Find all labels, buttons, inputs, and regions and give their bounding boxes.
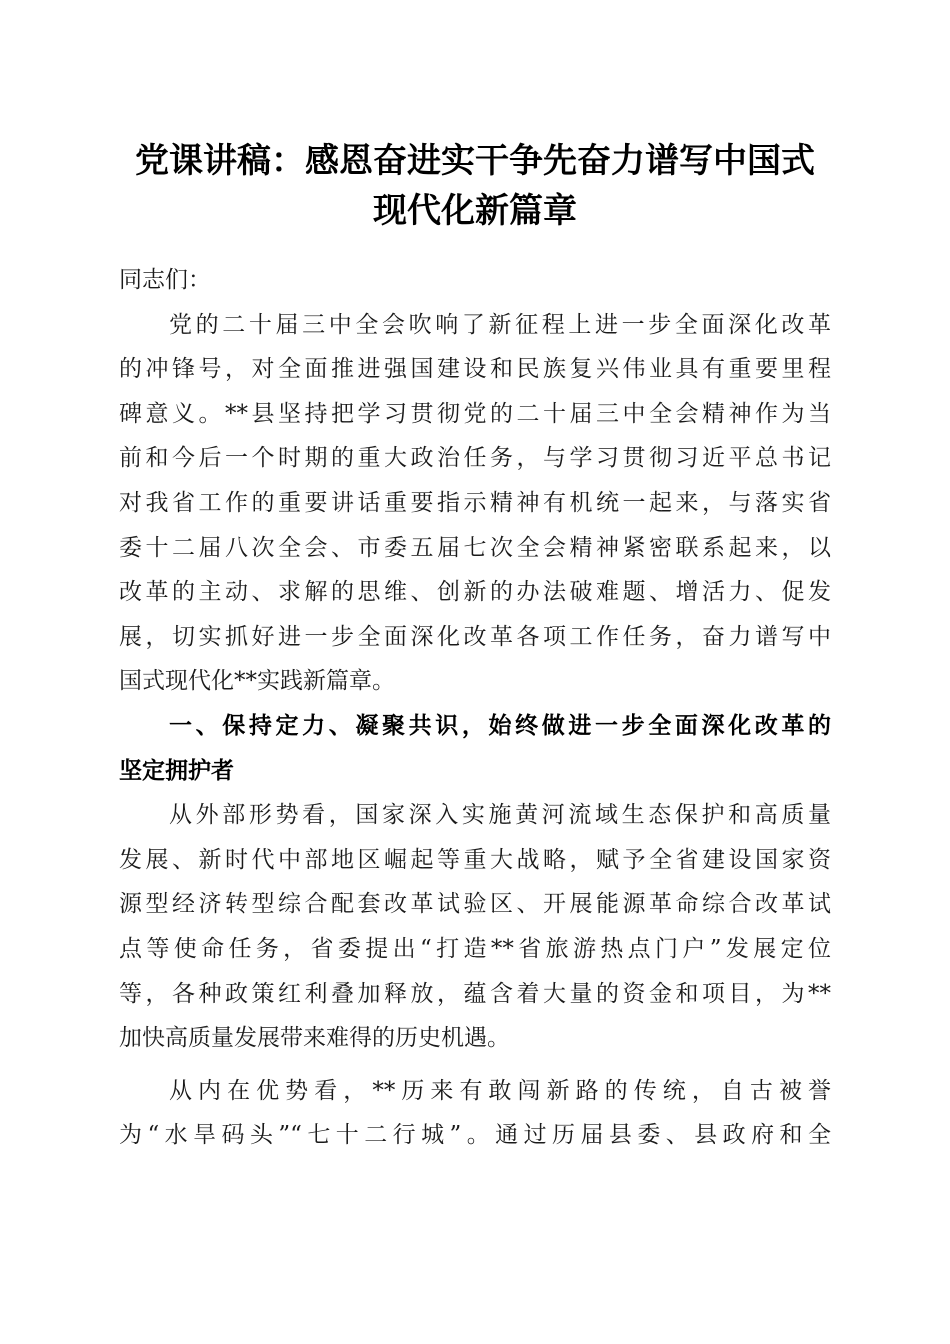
title-line-2: 现代化新篇章: [373, 191, 577, 231]
heading-line: 一、保持定力、凝聚共识，始终做进一步全面深化改革的: [169, 712, 831, 739]
document-title: [100, 136, 850, 236]
heading-line: 坚定拥护者: [119, 757, 234, 784]
text-line: 等，各种政策红利叠加释放，蕴含着大量的资金和项目，为**: [119, 980, 831, 1007]
text-line: 国式现代化**实践新篇章。: [119, 668, 395, 695]
text-line: 发展、新时代中部地区崛起等重大战略，赋予全省建设国家资: [119, 846, 831, 873]
paragraph-internal: [119, 1069, 831, 1158]
text-line: 源型经济转型综合配套改革试验区、开展能源革命综合改革试: [119, 891, 831, 918]
paragraph-external: [119, 793, 831, 1061]
text-line: 的冲锋号，对全面推进强国建设和民族复兴伟业具有重要里程: [119, 356, 831, 383]
text-line: 点等使命任务，省委提出“打造**省旅游热点门户”发展定位: [119, 935, 831, 962]
text-line: 对我省工作的重要讲话重要指示精神有机统一起来，与落实省: [119, 489, 831, 516]
text-line: 委十二届八次全会、市委五届七次全会精神紧密联系起来，以: [119, 534, 831, 561]
section-heading-1: [119, 704, 831, 793]
paragraph-gap: [119, 1061, 831, 1069]
text-line: 党的二十届三中全会吹响了新征程上进一步全面深化改革: [169, 311, 831, 338]
text-line: 从外部形势看，国家深入实施黄河流域生态保护和高质量: [169, 802, 831, 829]
paragraph-intro: [119, 303, 831, 704]
text-line: 从内在优势看，**历来有敢闯新路的传统，自古被誉: [169, 1077, 831, 1104]
document-body: [119, 258, 831, 1158]
text-line: 碑意义。**县坚持把学习贯彻党的二十届三中全会精神作为当: [119, 400, 831, 427]
text-line: 为“水旱码头”“七十二行城”。通过历届县委、县政府和全: [119, 1122, 831, 1149]
salutation: 同志们：: [119, 267, 211, 293]
text-line: 改革的主动、求解的思维、创新的办法破难题、增活力、促发: [119, 579, 831, 606]
title-line-1: 党课讲稿：感恩奋进实干争先奋力谱写中国式: [135, 141, 815, 181]
text-line: 前和今后一个时期的重大政治任务，与学习贯彻习近平总书记: [119, 445, 831, 472]
text-line: 展，切实抓好进一步全面深化改革各项工作任务，奋力谱写中: [119, 623, 831, 650]
text-line: 加快高质量发展带来难得的历史机遇。: [119, 1025, 510, 1052]
